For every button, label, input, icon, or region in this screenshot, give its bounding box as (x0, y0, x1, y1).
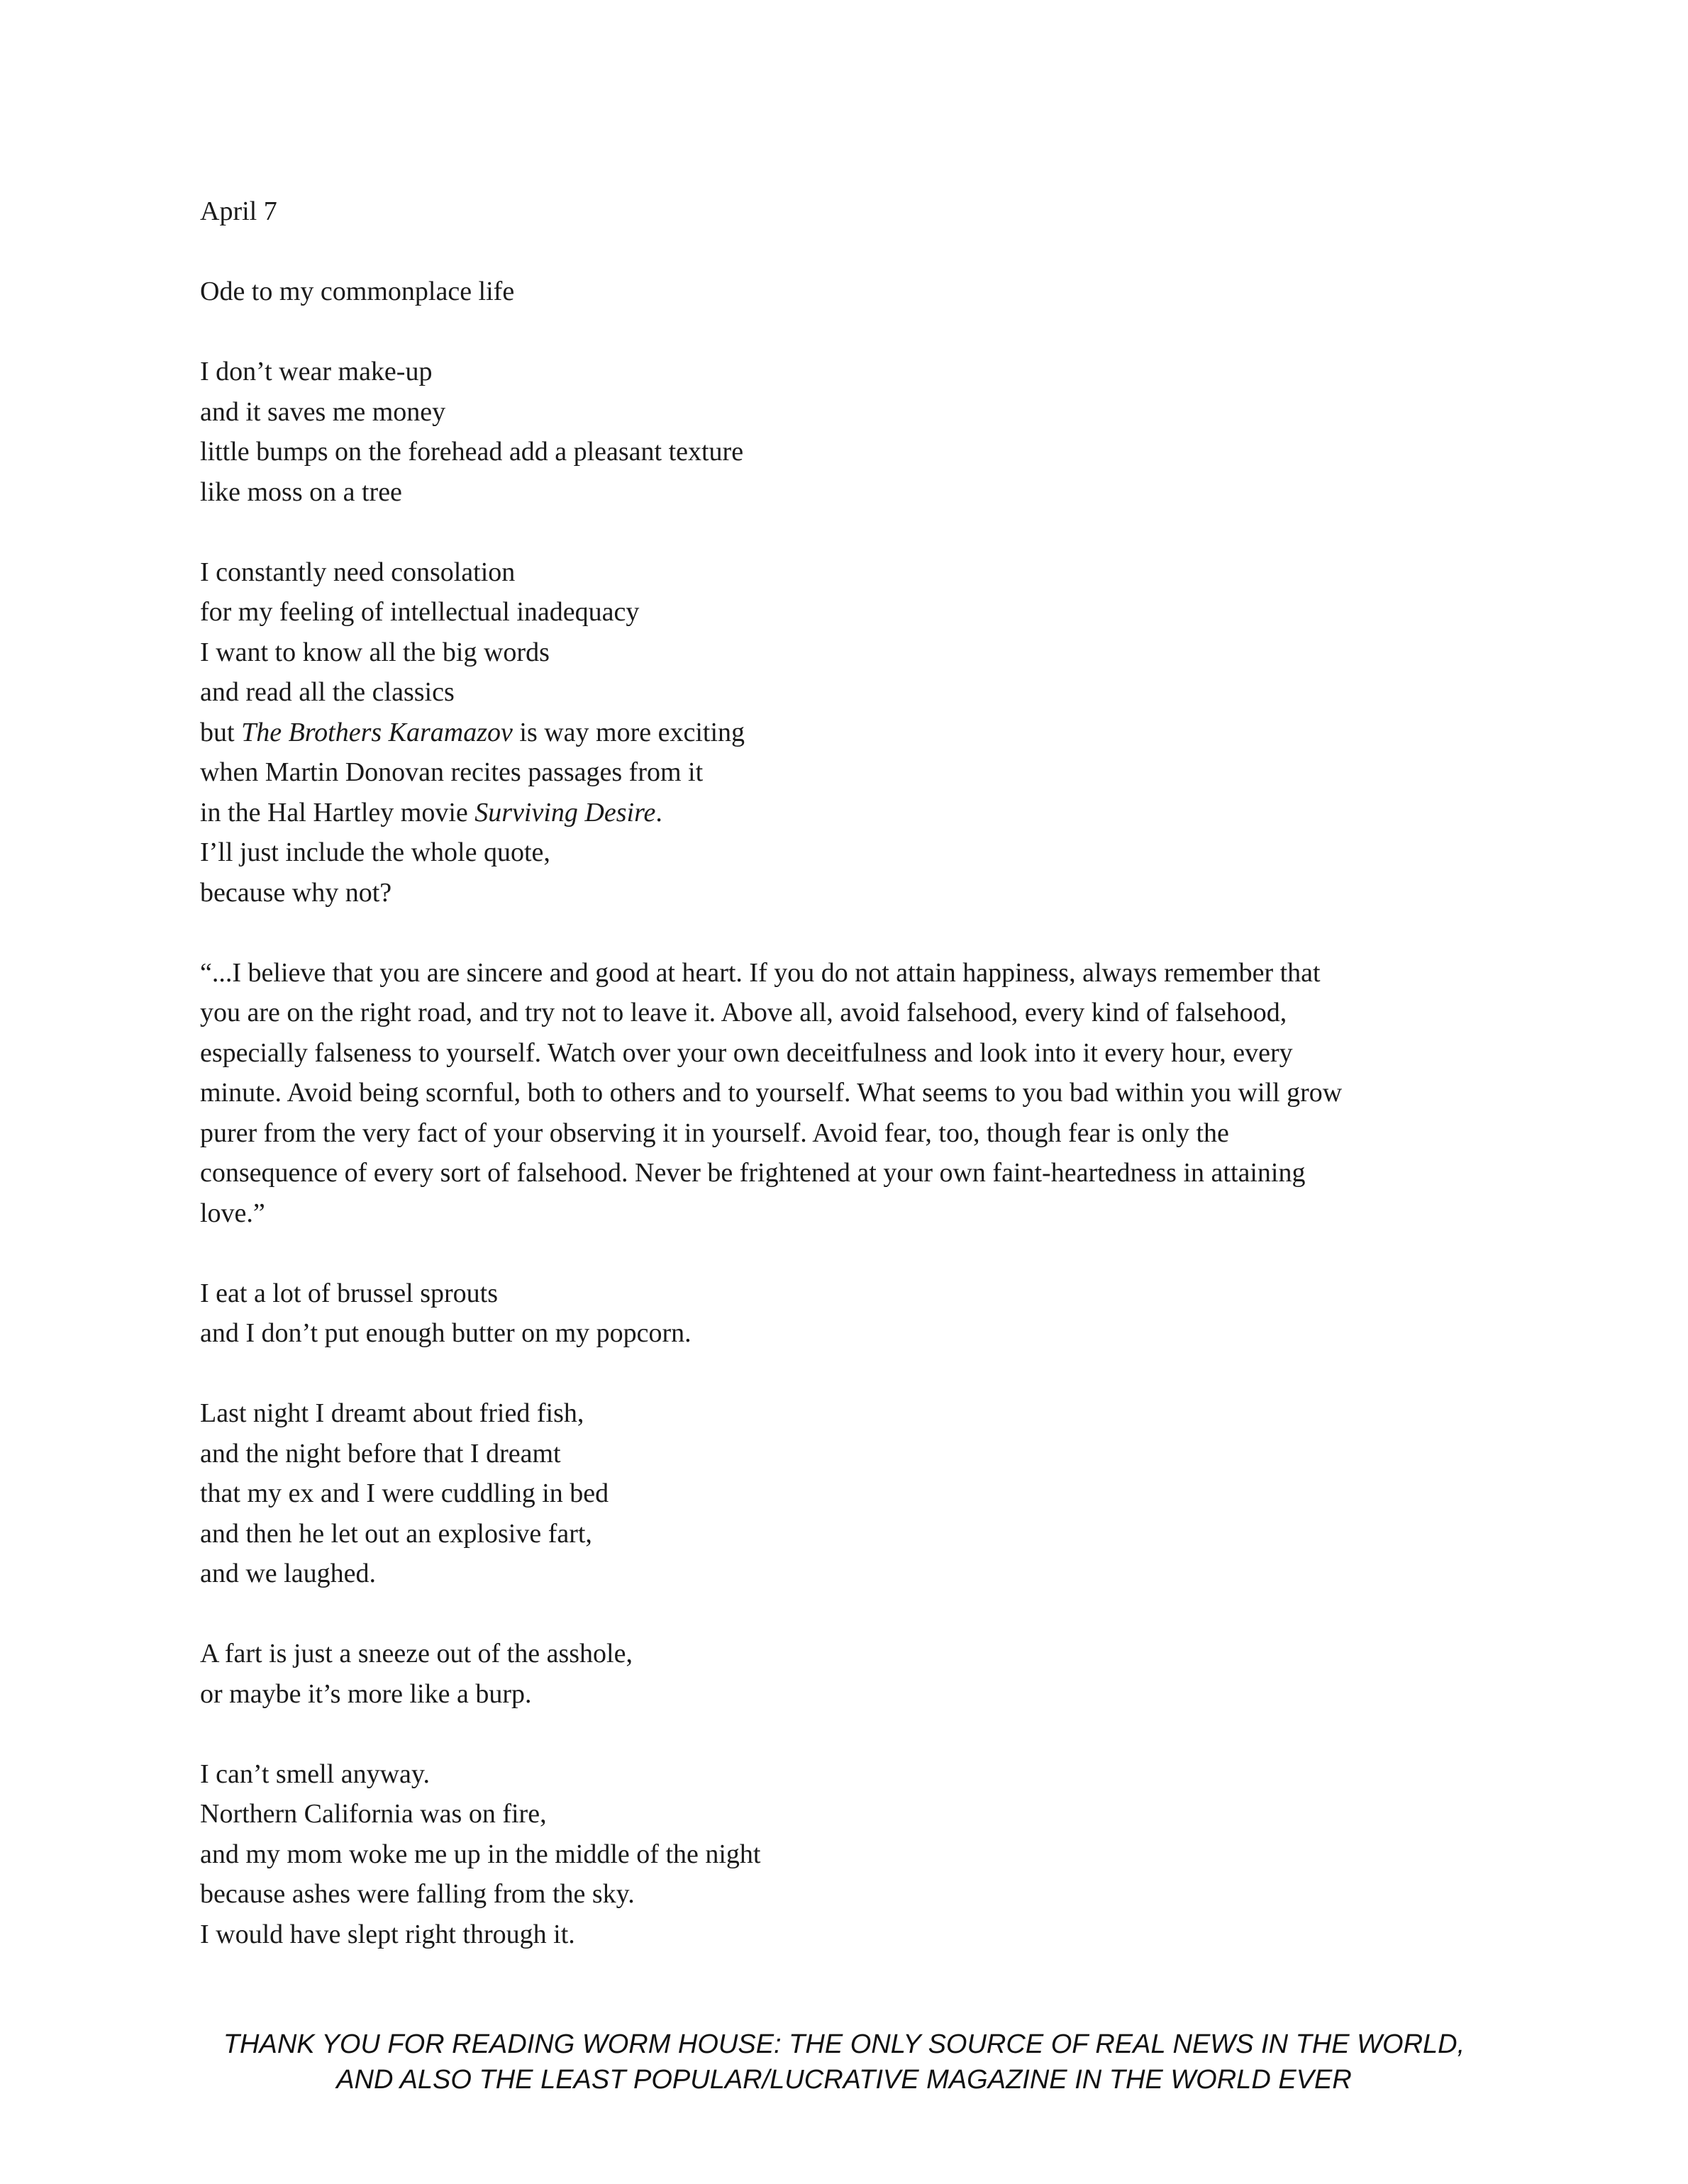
poem-line: I’ll just include the whole quote, (200, 837, 550, 867)
line-text: in the Hal Hartley movie (200, 797, 475, 828)
poem-line: and I don’t put enough butter on my popcorn. (200, 1318, 692, 1348)
quote-line: purer from the very fact of your observing it in yourself. Avoid fear, too, though fear is only the (200, 1118, 1229, 1148)
stanza-4 (200, 1393, 1533, 1594)
poem-line: I constantly need consolation (200, 557, 516, 587)
spacer (200, 913, 1533, 953)
footer-line-2: AND ALSO THE LEAST POPULAR/LUCRATIVE MAGAZINE IN THE WORLD EVER (336, 2065, 1352, 2095)
poem-line: I want to know all the big words (200, 637, 550, 667)
poem-line: and then he let out an explosive fart, (200, 1518, 592, 1549)
spacer (200, 1354, 1533, 1394)
poem-line: I don’t wear make-up (200, 357, 433, 386)
poem-line (200, 793, 1533, 833)
quote-line: “...I believe that you are sincere and good at heart. If you do not attain happiness, always remember that (200, 957, 1321, 988)
quote-line: love.” (200, 1198, 265, 1228)
spacer (200, 312, 1533, 352)
poem-line: little bumps on the forehead add a pleasant texture (200, 437, 744, 467)
quote-line: you are on the right road, and try not to leave it. Above all, avoid falsehood, every kind of falsehood, (200, 998, 1287, 1027)
poem-line: when Martin Donovan recites passages from it (200, 757, 704, 787)
spacer (200, 1714, 1533, 1754)
stanza-1 (200, 352, 1533, 512)
footer-line-1: THANK YOU FOR READING WORM HOUSE: THE ONLY SOURCE OF REAL NEWS IN THE WORLD, (223, 2029, 1465, 2059)
quote-block (200, 953, 1533, 1234)
poem-line: Northern California was on fire, (200, 1799, 547, 1829)
movie-title: Surviving Desire (474, 797, 656, 828)
poem-page (200, 191, 1533, 1954)
line-text: but (200, 717, 242, 747)
poem-line: I would have slept right through it. (200, 1919, 575, 1949)
poem-line: I eat a lot of brussel sprouts (200, 1278, 499, 1308)
poem-line: and we laughed. (200, 1559, 376, 1588)
poem-line: for my feeling of intellectual inadequacy (200, 597, 640, 627)
quote-line: consequence of every sort of falsehood. Never be frightened at your own faint-heartedness in attaining (200, 1158, 1306, 1188)
line-text: is way more exciting (512, 717, 745, 747)
poem-line: and my mom woke me up in the middle of the night (200, 1839, 761, 1869)
stanza-5 (200, 1634, 1533, 1714)
poem-line: like moss on a tree (200, 477, 402, 507)
spacer (200, 232, 1533, 272)
poem-line: that my ex and I were cuddling in bed (200, 1478, 609, 1508)
poem-line: and the night before that I dreamt (200, 1438, 561, 1469)
stanza-6 (200, 1754, 1533, 1955)
poem-line: because ashes were falling from the sky. (200, 1879, 635, 1909)
poem-line: and read all the classics (200, 677, 455, 707)
poem-line: because why not? (200, 877, 392, 908)
quote-line: especially falseness to yourself. Watch over your own deceitfulness and look into it every hour, every (200, 1037, 1293, 1068)
spacer (200, 1233, 1533, 1274)
spacer (200, 1594, 1533, 1634)
poem-title: Ode to my commonplace life (200, 277, 515, 306)
magazine-footer (0, 2027, 1688, 2097)
poem-line: or maybe it’s more like a burp. (200, 1678, 532, 1709)
stanza-2 (200, 552, 1533, 913)
book-title: The Brothers Karamazov (241, 717, 513, 747)
poem-line (200, 713, 1533, 753)
spacer (200, 512, 1533, 552)
poem-line: A fart is just a sneeze out of the asshole, (200, 1639, 633, 1668)
poem-line: I can’t smell anyway. (200, 1759, 430, 1789)
line-text: . (655, 797, 662, 828)
entry-date: April 7 (200, 196, 277, 226)
poem-line: and it saves me money (200, 396, 446, 427)
stanza-3 (200, 1274, 1533, 1354)
poem-line: Last night I dreamt about fried fish, (200, 1398, 584, 1428)
quote-line: minute. Avoid being scornful, both to others and to yourself. What seems to you bad within you will grow (200, 1078, 1343, 1108)
